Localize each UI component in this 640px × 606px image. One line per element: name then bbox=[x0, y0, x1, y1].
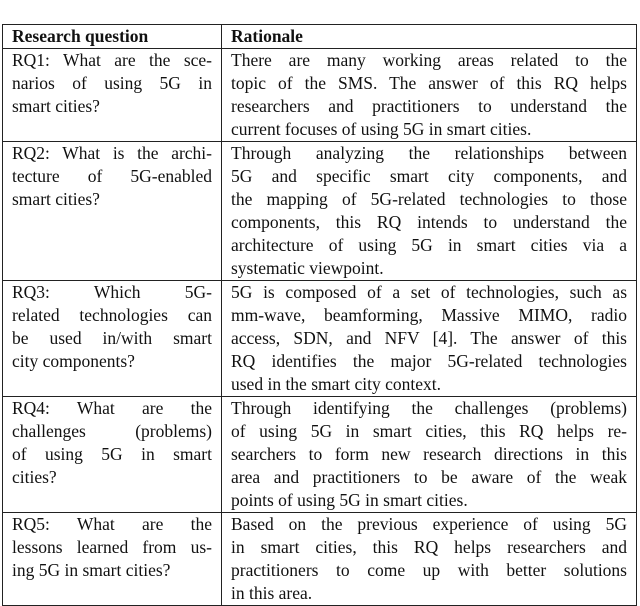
text-line: in this area. bbox=[231, 583, 313, 603]
rationale-cell bbox=[222, 281, 637, 397]
text-line: 5G and specific smart city components, and bbox=[231, 166, 627, 186]
text-line: access, SDN, and NFV [4]. The answer of this bbox=[231, 328, 627, 348]
text-line: RQ3: Which 5G- bbox=[12, 282, 212, 302]
question-cell bbox=[3, 49, 222, 142]
text-line: practitioners to come up with better solutions bbox=[231, 560, 627, 580]
text-line: RQ2: What is the archi- bbox=[12, 143, 212, 163]
text-line: RQ1: What are the sce- bbox=[12, 50, 212, 70]
text-line: in smart cities, this RQ helps researchers and bbox=[231, 537, 627, 557]
table-row bbox=[3, 142, 637, 281]
text-line: of using 5G in smart bbox=[12, 444, 212, 464]
text-line: mm-wave, beamforming, Massive MIMO, radio bbox=[231, 305, 627, 325]
rationale-cell bbox=[222, 397, 637, 513]
text-line: used in the smart city context. bbox=[231, 374, 441, 394]
text-line: area and practitioners to be aware of the weak bbox=[231, 467, 627, 487]
question-cell bbox=[3, 513, 222, 606]
text-line: Based on the previous experience of using 5G bbox=[231, 514, 627, 534]
text-line: current focuses of using 5G in smart cities. bbox=[231, 119, 532, 139]
research-questions-table bbox=[2, 24, 637, 606]
text-line: ing 5G in smart cities? bbox=[12, 560, 171, 580]
rationale-cell bbox=[222, 142, 637, 281]
text-line: topic of the SMS. The answer of this RQ helps bbox=[231, 73, 627, 93]
text-line: related technologies can bbox=[12, 305, 212, 325]
header-row bbox=[3, 25, 637, 49]
text-line: cities? bbox=[12, 467, 57, 487]
text-line: There are many working areas related to the bbox=[231, 50, 627, 70]
table-row bbox=[3, 49, 637, 142]
text-line: RQ5: What are the bbox=[12, 514, 212, 534]
question-cell bbox=[3, 281, 222, 397]
table-row bbox=[3, 281, 637, 397]
text-line: challenges (problems) bbox=[12, 421, 212, 441]
text-line: RQ4: What are the bbox=[12, 398, 212, 418]
header-research-question: Research question bbox=[3, 25, 222, 49]
text-line: points of using 5G in smart cities. bbox=[231, 490, 468, 510]
table-row bbox=[3, 397, 637, 513]
rationale-cell bbox=[222, 513, 637, 606]
text-line: 5G is composed of a set of technologies, such as bbox=[231, 282, 627, 302]
text-line: Through identifying the challenges (problems) bbox=[231, 398, 627, 418]
text-line: researchers and practitioners to understand the bbox=[231, 96, 627, 116]
text-line: architecture of using 5G in smart cities via a bbox=[231, 235, 627, 255]
header-rationale: Rationale bbox=[222, 25, 637, 49]
text-line: city components? bbox=[12, 351, 135, 371]
table-row bbox=[3, 513, 637, 606]
text-line: systematic viewpoint. bbox=[231, 258, 384, 278]
text-line: lessons learned from us- bbox=[12, 537, 212, 557]
text-line: smart cities? bbox=[12, 96, 100, 116]
text-line: searchers to form new research directions in this bbox=[231, 444, 627, 464]
text-line: smart cities? bbox=[12, 189, 100, 209]
rationale-cell bbox=[222, 49, 637, 142]
question-cell bbox=[3, 142, 222, 281]
text-line: narios of using 5G in bbox=[12, 73, 212, 93]
text-line: of using 5G in smart cities, this RQ helps re- bbox=[231, 421, 627, 441]
text-line: RQ identifies the major 5G-related technologies bbox=[231, 351, 627, 371]
text-line: be used in/with smart bbox=[12, 328, 212, 348]
text-line: the mapping of 5G-related technologies to those bbox=[231, 189, 627, 209]
text-line: tecture of 5G-enabled bbox=[12, 166, 212, 186]
text-line: Through analyzing the relationships between bbox=[231, 143, 627, 163]
text-line: components, this RQ intends to understand the bbox=[231, 212, 627, 232]
question-cell bbox=[3, 397, 222, 513]
